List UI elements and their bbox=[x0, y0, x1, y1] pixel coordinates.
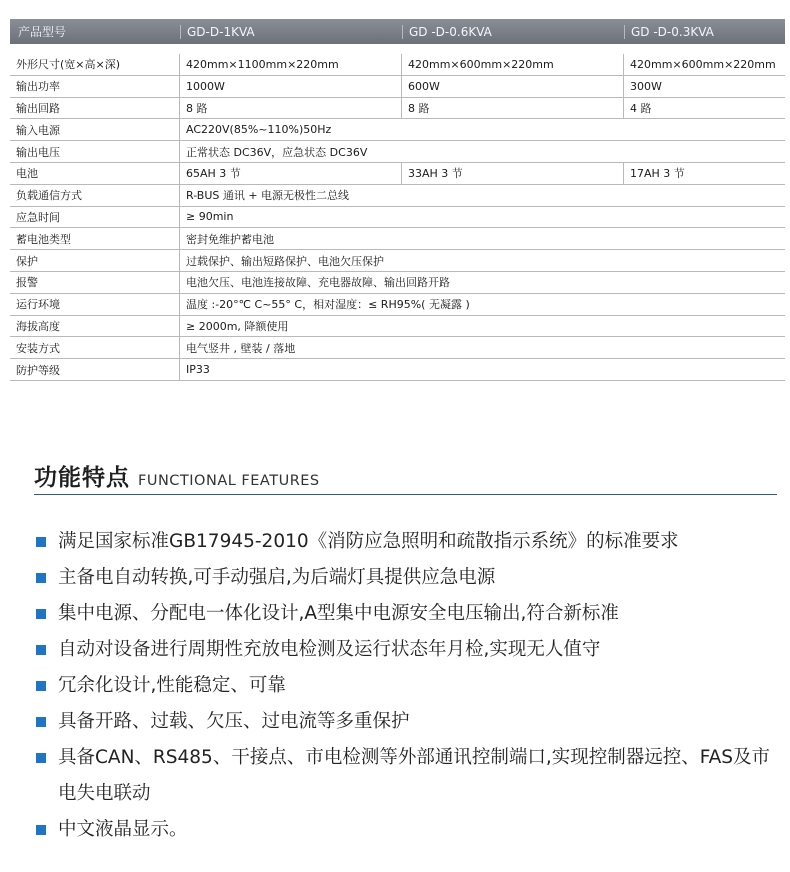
cell-value: 密封免维护蓄电池 bbox=[186, 232, 274, 246]
table-row bbox=[10, 76, 785, 98]
feature-text: 满足国家标准GB17945-2010《消防应急照明和疏散指示系统》的标准要求 bbox=[58, 531, 679, 552]
cell-value: R-BUS 通讯 + 电源无极性二总线 bbox=[186, 189, 350, 203]
list-item bbox=[36, 740, 781, 812]
row-label: 输入电源 bbox=[10, 119, 180, 140]
square-bullet-icon bbox=[36, 717, 46, 727]
table-row bbox=[10, 163, 785, 185]
spec-table-header bbox=[10, 19, 785, 44]
header-cell-1kva: GD-D-1KVA bbox=[180, 25, 402, 39]
square-bullet-icon bbox=[36, 681, 46, 691]
cell-value: 33AH 3 节 bbox=[402, 163, 624, 184]
square-bullet-icon bbox=[36, 645, 46, 655]
header-cell-0-6kva: GD -D-0.6KVA bbox=[402, 25, 624, 39]
row-label: 负载通信方式 bbox=[10, 185, 180, 206]
square-bullet-icon bbox=[36, 753, 46, 763]
table-row bbox=[10, 119, 785, 141]
feature-text: 自动对设备进行周期性充放电检测及运行状态年月检,实现无人值守 bbox=[58, 639, 601, 660]
feature-text: 冗余化设计,性能稳定、可靠 bbox=[58, 675, 286, 696]
list-item bbox=[36, 560, 781, 596]
feature-text: 具备开路、过载、欠压、过电流等多重保护 bbox=[58, 711, 410, 732]
features-title-en: FUNCTIONAL FEATURES bbox=[138, 473, 320, 489]
heading-divider bbox=[34, 494, 777, 495]
feature-text: 集中电源、分配电一体化设计,A型集中电源安全电压输出,符合新标准 bbox=[58, 603, 619, 624]
cell-value: 正常状态 DC36V，应急状态 DC36V bbox=[186, 145, 368, 159]
square-bullet-icon bbox=[36, 609, 46, 619]
row-label: 输出电压 bbox=[10, 141, 180, 162]
list-item bbox=[36, 524, 781, 560]
feature-text: 中文液晶显示。 bbox=[58, 819, 188, 840]
cell-value: 300W bbox=[630, 79, 662, 93]
row-label: 防护等级 bbox=[10, 359, 180, 380]
row-label: 输出回路 bbox=[10, 98, 180, 119]
table-row bbox=[10, 54, 785, 76]
cell-value: 420mm×1100mm×220mm bbox=[180, 54, 402, 75]
spec-table bbox=[10, 19, 785, 381]
row-label: 海拔高度 bbox=[10, 316, 180, 337]
cell-value: 17AH 3 节 bbox=[630, 167, 685, 181]
table-row bbox=[10, 250, 785, 272]
row-label: 保护 bbox=[10, 250, 180, 271]
header-cell-model: 产品型号 bbox=[18, 25, 67, 39]
cell-value: 8 路 bbox=[180, 98, 402, 119]
list-item bbox=[36, 632, 781, 668]
cell-value: 1000W bbox=[180, 76, 402, 97]
cell-value: 420mm×600mm×220mm bbox=[630, 57, 776, 71]
cell-value: 温度 :-20°℃ C~55° C，相对湿度：≤ RH95%( 无凝露 ) bbox=[186, 298, 470, 312]
table-row bbox=[10, 228, 785, 250]
table-row bbox=[10, 98, 785, 120]
square-bullet-icon bbox=[36, 573, 46, 583]
features-heading bbox=[34, 459, 320, 492]
row-label: 外形尺寸(宽×高×深) bbox=[10, 54, 180, 75]
header-cell-0-3kva: GD -D-0.3KVA bbox=[624, 25, 785, 39]
list-item bbox=[36, 596, 781, 632]
cell-value: IP33 bbox=[186, 363, 210, 377]
table-row bbox=[10, 207, 785, 229]
table-row bbox=[10, 294, 785, 316]
cell-value: ≥ 2000m, 降额使用 bbox=[186, 319, 289, 333]
table-row bbox=[10, 359, 785, 381]
features-list bbox=[36, 524, 781, 848]
feature-text: 主备电自动转换,可手动强启,为后端灯具提供应急电源 bbox=[58, 567, 496, 588]
row-label: 安装方式 bbox=[10, 337, 180, 358]
cell-value: AC220V(85%~110%)50Hz bbox=[186, 123, 332, 137]
row-label: 应急时间 bbox=[10, 207, 180, 228]
row-label: 运行环境 bbox=[10, 294, 180, 315]
cell-value: 电池欠压、电池连接故障、充电器故障、输出回路开路 bbox=[186, 276, 450, 290]
cell-value: 600W bbox=[402, 76, 624, 97]
cell-value: 65AH 3 节 bbox=[180, 163, 402, 184]
row-label: 蓄电池类型 bbox=[10, 228, 180, 249]
square-bullet-icon bbox=[36, 825, 46, 835]
cell-value: ≥ 90min bbox=[186, 210, 234, 224]
square-bullet-icon bbox=[36, 537, 46, 547]
cell-value: 过载保护、输出短路保护、电池欠压保护 bbox=[186, 254, 384, 268]
list-item bbox=[36, 704, 781, 740]
list-item bbox=[36, 812, 781, 848]
cell-value: 电气竖井 , 壁装 / 落地 bbox=[186, 341, 296, 355]
cell-value: 8 路 bbox=[402, 98, 624, 119]
table-row bbox=[10, 337, 785, 359]
table-row bbox=[10, 272, 785, 294]
row-label: 电池 bbox=[10, 163, 180, 184]
row-label: 报警 bbox=[10, 272, 180, 293]
table-row bbox=[10, 185, 785, 207]
list-item bbox=[36, 668, 781, 704]
features-title-zh: 功能特点 bbox=[34, 465, 130, 491]
feature-text: 具备CAN、RS485、干接点、市电检测等外部通讯控制端口,实现控制器远控、FAS及市电失电联动 bbox=[58, 747, 771, 804]
row-label: 输出功率 bbox=[10, 76, 180, 97]
table-row bbox=[10, 141, 785, 163]
cell-value: 4 路 bbox=[630, 101, 652, 115]
table-row bbox=[10, 316, 785, 338]
cell-value: 420mm×600mm×220mm bbox=[402, 54, 624, 75]
